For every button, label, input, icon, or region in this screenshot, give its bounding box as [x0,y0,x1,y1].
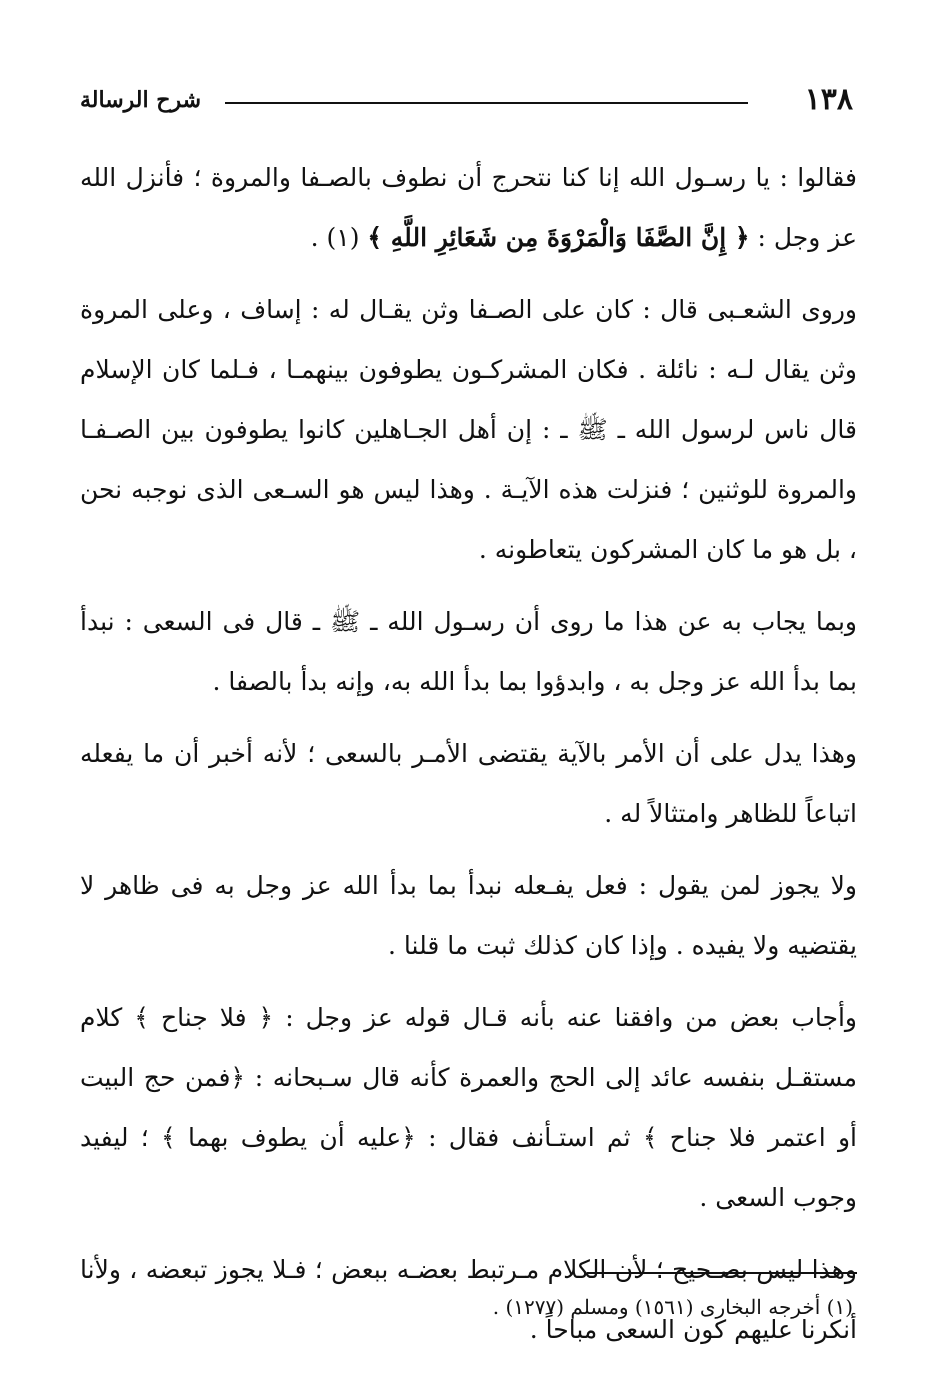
paragraph-1-intro: فقالوا : يا رسـول الله إنا كنا نتحرج أن نطوف بالصـفا والمروة ؛ فأنزل الله عز وجل : [80,163,857,252]
quran-verse: ﴿ إِنَّ الصَّفَا وَالْمَرْوَةَ مِن شَعَائِرِ اللَّهِ ﴾ [367,223,750,252]
paragraph-7: وهذا ليس بصـحيح ؛ لأن الكلام مـرتبط بعضـه ببعض ؛ فـلا يجوز تبعضه ، ولأنا أنكرنا عليهم كون السعى مباحاً . [80,1255,857,1344]
header-rule [225,102,748,104]
footnote: (١) أخرجه البخارى (١٥٦١) ومسلم (١٢٧٧) . [492,1295,853,1319]
paragraph-2: وروى الشعـبى قال : كان على الصـفا وثن يقـال له : إساف ، وعلى المروة وثن يقال لـه : نائلة . فكان المشركـون يطوفون بينهمـا ، فـلما كان الإسلام قال ناس لرسول الله ـ ﷺ ـ : إن أهل الجـاهلين كانوا يطوفون بين الصـفـا والمروة للوثنين ؛ فنزلت هذه الآيـة . وهذا ليس هو السـعى الذى نوجبه نحن ، بل هو ما كان المشركون يتعاطونه . [80,295,857,564]
paragraph-3: وبما يجاب به عن هذا ما روى أن رسـول الله ـ ﷺ ـ قال فى السعى : نبدأ بما بدأ الله عز وجل به ، وابدؤوا بما بدأ الله به، وإنه بدأ بالصفا . [80,607,857,696]
footnote-ref: (١) . [310,223,368,252]
page-number: ١٣٨ [804,82,853,117]
paragraph-5: ولا يجوز لمن يقول : فعل يفـعله نبدأ بما بدأ الله عز وجل به فى ظاهر لا يقتضيه ولا يفيده . وإذا كان كذلك ثبت ما قلنا . [80,871,857,960]
main-text [80,148,857,1372]
page-header [80,80,853,120]
running-title: شرح الرسالة [80,87,202,113]
paragraph-1 [80,148,857,268]
paragraph-4: وهذا يدل على أن الأمر بالآية يقتضى الأمـر بالسعى ؛ لأنه أخبر أن ما يفعله اتباعاً للظاهر وامتثالاً له . [80,739,857,828]
paragraph-6: وأجاب بعض من وافقنا عنه بأنه قـال قوله عز وجل : ﴿ فلا جناح ﴾ كلام مستقـل بنفسه عائد إلى الحج والعمرة كأنه قال سـبحانه : ﴿فمن حج البيت أو اعتمر فلا جناح ﴾ ثم استـأنف فقال : ﴿عليه أن يطوف بهما ﴾ ؛ ليفيد وجوب السعى . [80,1003,857,1212]
footnote-rule [587,1272,857,1274]
